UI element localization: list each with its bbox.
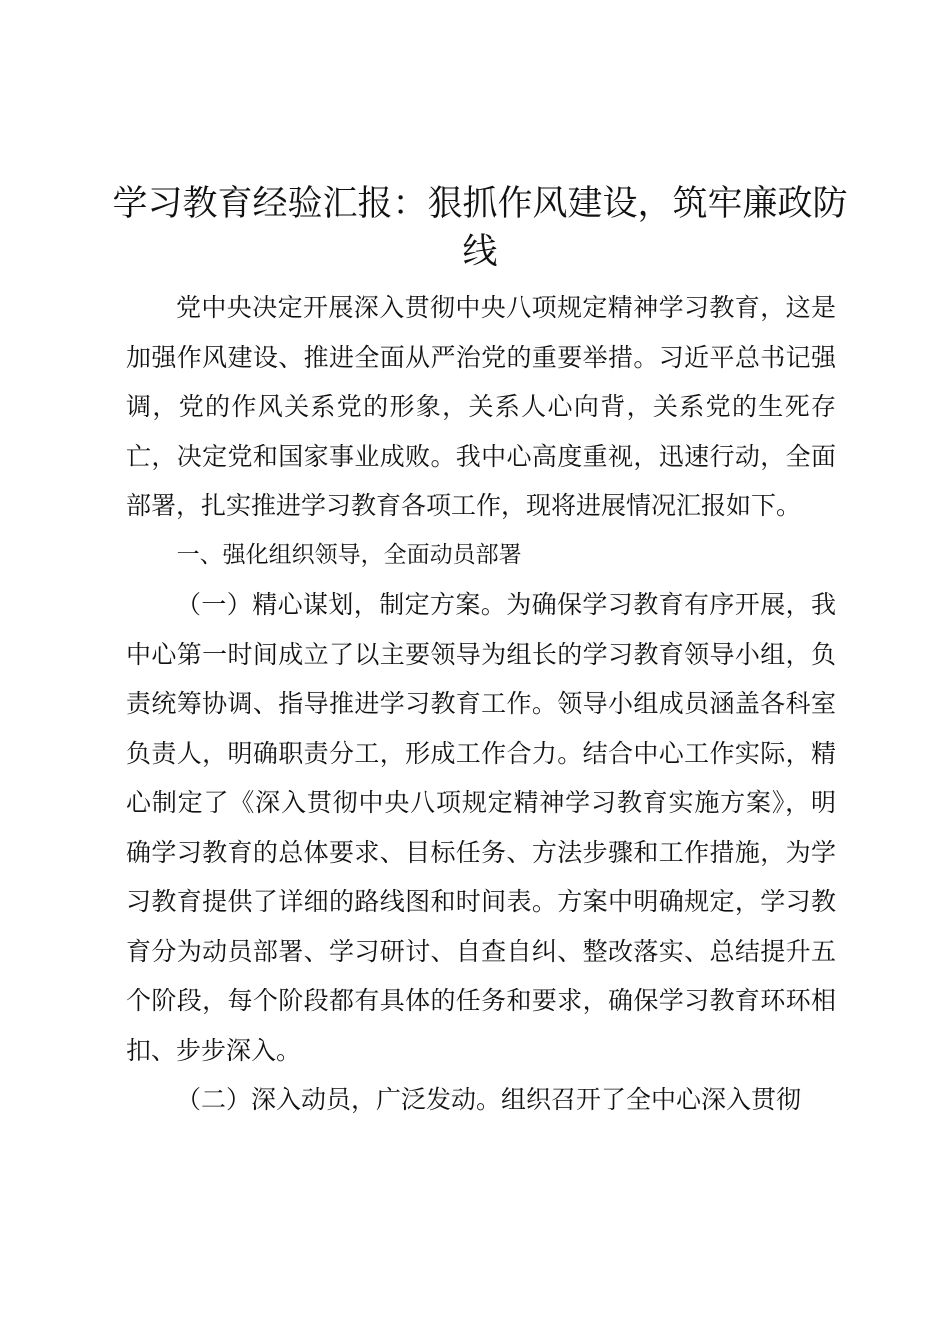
section-paragraph-2: （二）深入动员，广泛发动。组织召开了全中心深入贯彻 <box>176 1085 802 1114</box>
document-body <box>126 283 836 1125</box>
section-paragraph-1: （一）精心谋划，制定方案。为确保学习教育有序开展，我中心第一时间成立了以主要领导为组长的学习教育领导小组，负责统筹协调、指导推进学习教育工作。领导小组成员涵盖各科室负责人，明确职责分工，形成工作合力。结合中心工作实际，精心制定了《深入贯彻中央八项规定精神学习教育实施方案》，明确学习教育的总体要求、目标任务、方法步骤和工作措施，为学习教育提供了详细的路线图和时间表。方案中明确规定，学习教育分为动员部署、学习研讨、自查自纠、整改落实、总结提升五个阶段，每个阶段都有具体的任务和要求，确保学习教育环环相扣、步步深入。 <box>126 590 836 1065</box>
section-heading: 一、强化组织领导，全面动员部署 <box>176 541 522 568</box>
document-title: 学习教育经验汇报：狠抓作风建设，筑牢廉政防线 <box>112 184 848 272</box>
intro-paragraph: 党中央决定开展深入贯彻中央八项规定精神学习教育，这是加强作风建设、推进全面从严治党的重要举措。习近平总书记强调，党的作风关系党的形象，关系人心向背，关系党的生死存亡，决定党和国家事业成败。我中心高度重视，迅速行动，全面部署，扎实推进学习教育各项工作，现将进展情况汇报如下。 <box>126 293 836 520</box>
